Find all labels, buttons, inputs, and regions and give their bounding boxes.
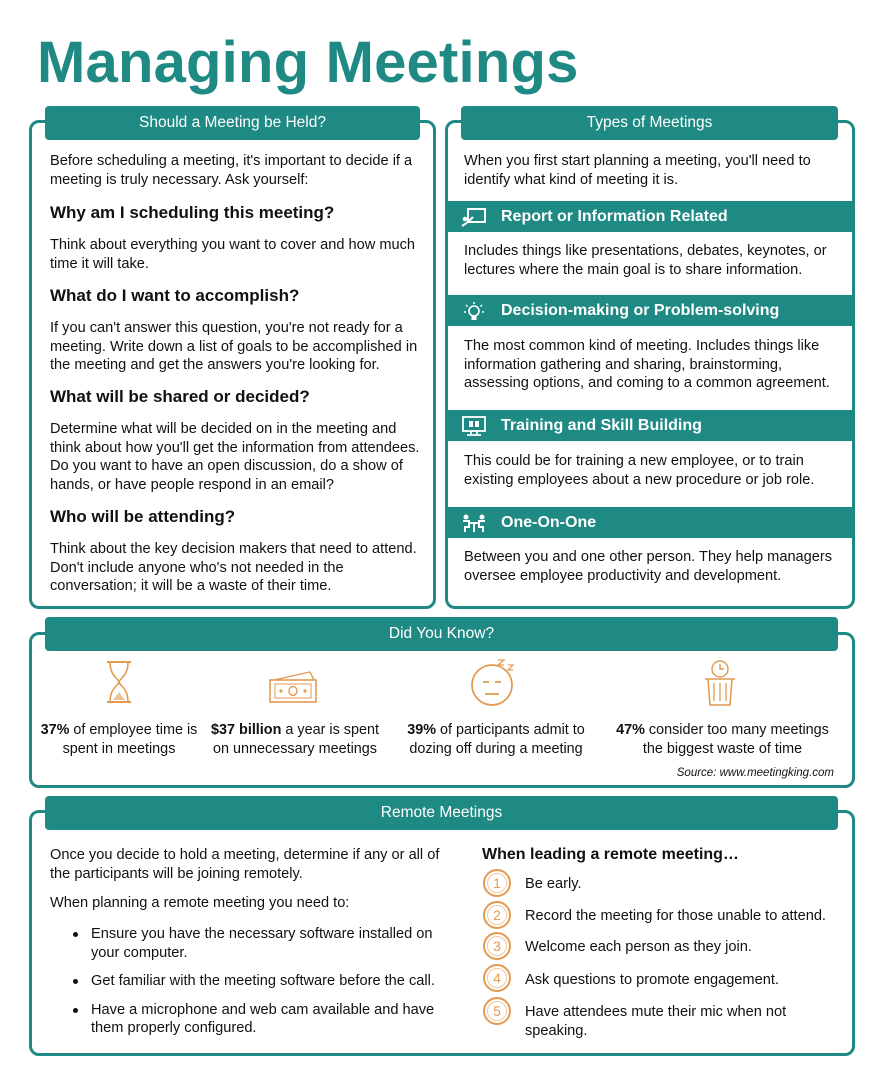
question-heading: What will be shared or decided? bbox=[50, 387, 310, 406]
stat-text: consider too many meetings the biggest waste of time bbox=[642, 722, 829, 757]
tip-text: Ask questions to promote engagement. bbox=[525, 972, 779, 988]
tip-number: 4 bbox=[483, 964, 511, 992]
bullet-dot bbox=[73, 979, 78, 984]
tip-number: 1 bbox=[483, 869, 511, 897]
tip-number: 5 bbox=[483, 997, 511, 1025]
meeting-type-bar bbox=[445, 507, 855, 538]
money-icon bbox=[268, 670, 320, 704]
stat-value: 47% bbox=[616, 722, 645, 738]
stat-text: of participants admit to dozing off during a meeting bbox=[409, 722, 585, 757]
tip-number: 2 bbox=[483, 901, 511, 929]
remote-header: Remote Meetings bbox=[45, 796, 838, 830]
list-item-text: Have a microphone and web cam available and have them properly configured. bbox=[91, 1001, 435, 1037]
tip-text: Welcome each person as they join. bbox=[525, 939, 752, 955]
meeting-type-label: Decision-making or Problem-solving bbox=[501, 302, 780, 319]
remote-intro: Once you decide to hold a meeting, determine if any or all of the participants will be joining remotely. bbox=[50, 847, 440, 882]
bullet-dot bbox=[73, 1008, 78, 1013]
question-answer: Think about everything you want to cover and how much time it will take. bbox=[50, 237, 416, 272]
meeting-type-desc: Between you and one other person. They help managers oversee employee productivity and development. bbox=[464, 549, 833, 584]
stat-text: a year is spent on unnecessary meetings bbox=[213, 722, 379, 757]
meeting-type-desc: Includes things like presentations, debates, keynotes, or lectures where the main goal is to share information. bbox=[464, 243, 827, 278]
question-heading: Who will be attending? bbox=[50, 507, 236, 526]
remote-planning: When planning a remote meeting you need to: bbox=[50, 895, 350, 911]
tip-text: Be early. bbox=[525, 876, 582, 892]
question-heading: What do I want to accomplish? bbox=[50, 286, 300, 305]
stat-text: of employee time is spent in meetings bbox=[62, 722, 198, 757]
meeting-type-label: Training and Skill Building bbox=[501, 417, 702, 434]
did-you-know-panel bbox=[29, 632, 855, 788]
stat-value: 39% bbox=[407, 722, 437, 738]
source-note: Source: www.meetingking.com bbox=[676, 767, 834, 779]
sleepy-face-icon bbox=[470, 657, 520, 707]
stat-item bbox=[605, 721, 840, 759]
leading-heading: When leading a remote meeting… bbox=[482, 846, 739, 863]
meeting-type-desc: This could be for training a new employee, or to train existing employees about a new procedure or job role. bbox=[464, 453, 815, 488]
tip-number: 3 bbox=[483, 932, 511, 960]
did-you-know-header: Did You Know? bbox=[45, 617, 838, 651]
should-meeting-header: Should a Meeting be Held? bbox=[45, 106, 420, 140]
list-item-text: Ensure you have the necessary software installed on your computer. bbox=[91, 926, 433, 961]
types-header: Types of Meetings bbox=[461, 106, 838, 140]
lightbulb-icon bbox=[461, 299, 487, 323]
meeting-type-label: One-On-One bbox=[501, 514, 597, 531]
list-item-text: Get familiar with the meeting software before the call. bbox=[91, 973, 435, 990]
monitor-book-icon bbox=[461, 416, 487, 436]
meeting-type-label: Report or Information Related bbox=[501, 208, 728, 225]
remote-bullet-list bbox=[70, 925, 450, 1048]
list-item bbox=[70, 925, 450, 962]
stat-value: 37% bbox=[40, 722, 70, 738]
types-intro: When you first start planning a meeting, you'll need to identify what kind of meeting it is. bbox=[464, 153, 811, 188]
trash-clock-icon bbox=[703, 659, 737, 707]
meeting-type-bar bbox=[445, 295, 855, 326]
question-answer: Determine what will be decided on in the meeting and think about how you'll get the information from attendees. Do you want to have an open discussion, do a show of hands, or have people respond in an email? bbox=[50, 421, 420, 493]
question-answer: Think about the key decision makers that need to attend. Don't include anyone who's not needed in the conversation; it will be a waste of their time. bbox=[50, 541, 417, 595]
meeting-type-bar bbox=[445, 410, 855, 441]
hourglass-icon bbox=[104, 660, 134, 704]
meeting-type-bar bbox=[445, 201, 855, 232]
meeting-type-desc: The most common kind of meeting. Includes things like information gathering and sharing, brainstorming, assessing options, and coming to a common agreement. bbox=[464, 338, 830, 392]
stat-value: $37 billion bbox=[211, 722, 282, 738]
two-people-icon bbox=[461, 513, 487, 533]
list-item bbox=[70, 1001, 450, 1038]
stat-item bbox=[205, 721, 385, 759]
stat-item bbox=[398, 721, 594, 759]
list-item bbox=[70, 972, 450, 991]
should-intro: Before scheduling a meeting, it's important to decide if a meeting is truly necessary. Ask yourself: bbox=[50, 153, 413, 188]
question-heading: Why am I scheduling this meeting? bbox=[50, 203, 335, 222]
tip-text: Record the meeting for those unable to attend. bbox=[525, 908, 826, 924]
bullet-dot bbox=[73, 932, 78, 937]
stat-item bbox=[40, 721, 198, 759]
presentation-icon bbox=[461, 207, 487, 227]
page-title: Managing Meetings bbox=[37, 30, 579, 95]
question-answer: If you can't answer this question, you're not ready for a meeting. Write down a list of goals to be accomplished in the meeting and get the answers you're looking for. bbox=[50, 320, 418, 374]
tip-text: Have attendees mute their mic when not speaking. bbox=[525, 1004, 787, 1039]
